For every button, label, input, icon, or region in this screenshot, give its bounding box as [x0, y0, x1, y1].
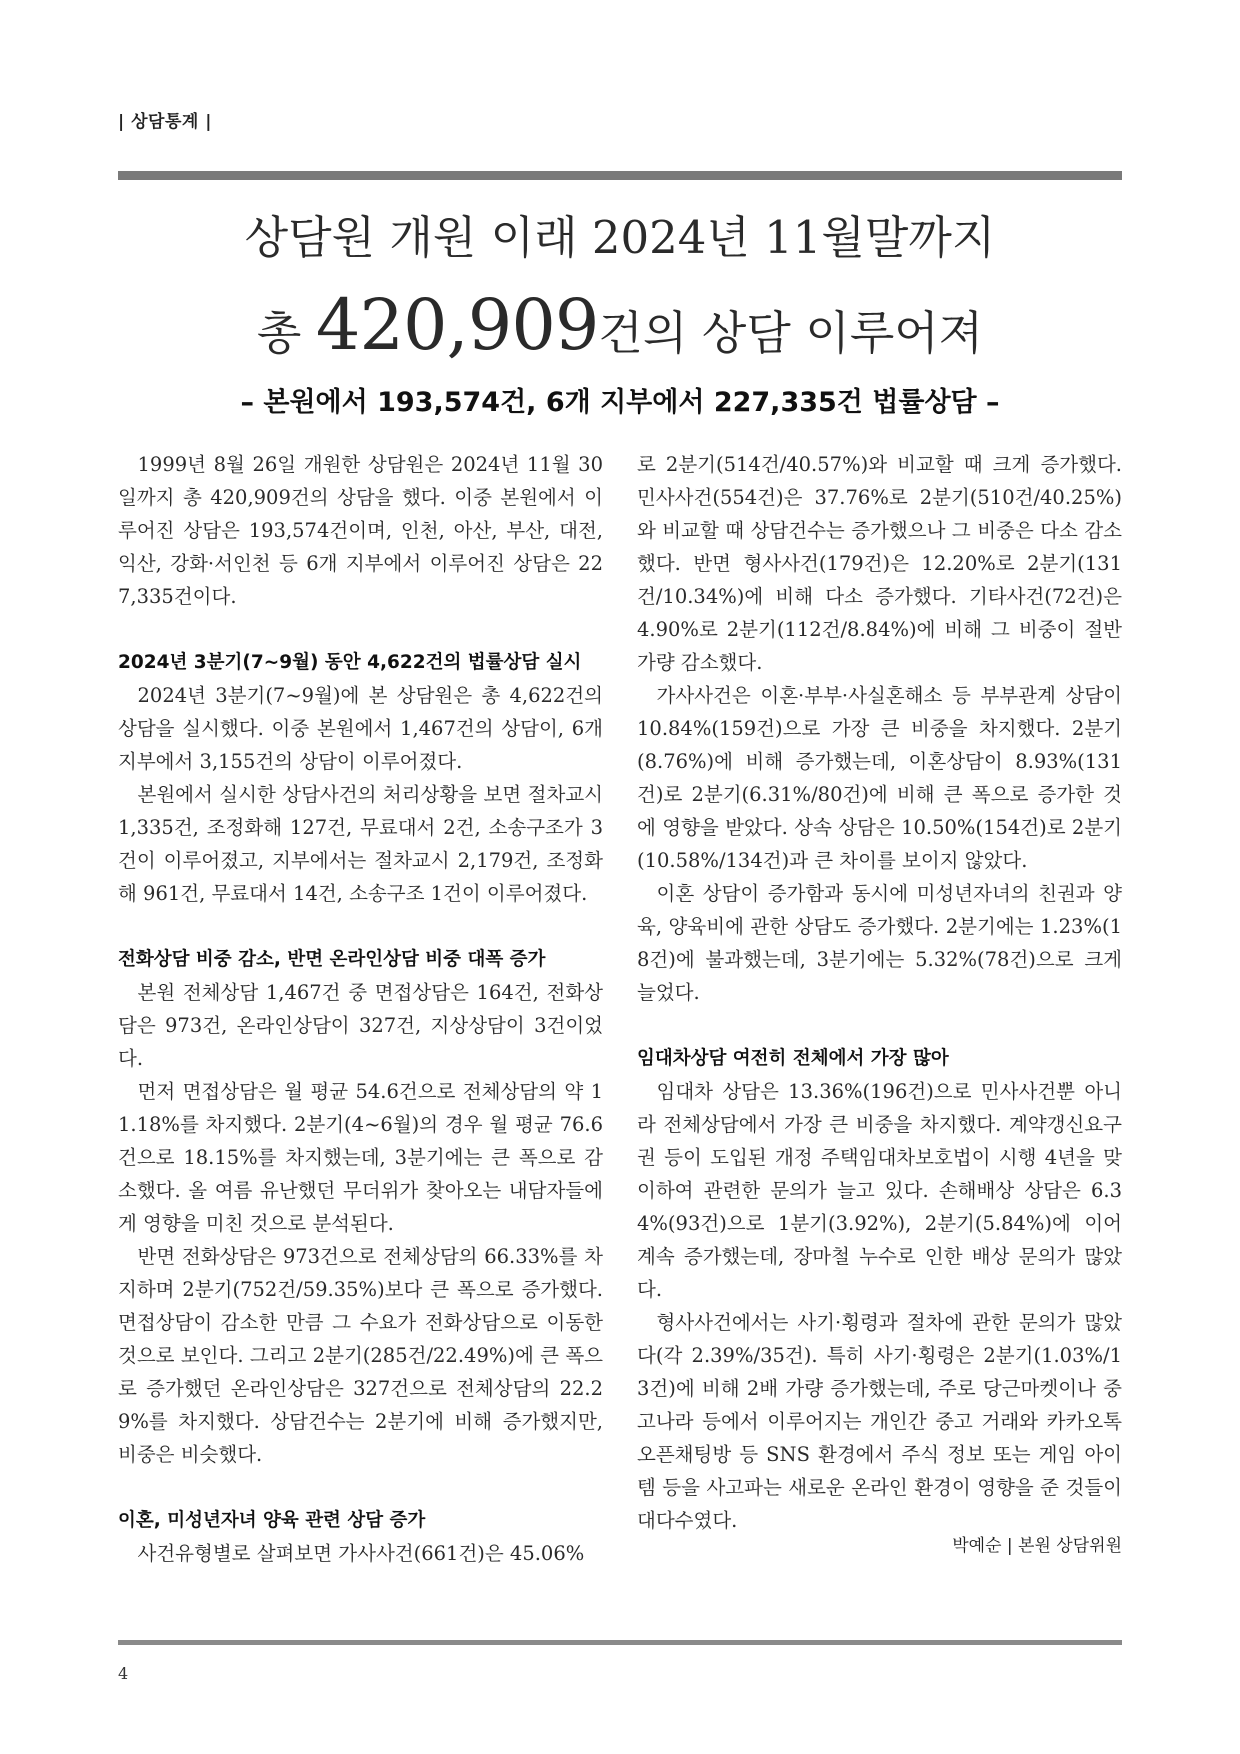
paragraph: 형사사건에서는 사기·횡령과 절차에 관한 문의가 많았다(각 2.39%/35건). 특히 사기·횡령은 2분기(1.03%/13건)에 비해 2배 가량 증가했는데, 주로 당근마켓이나 중고나라 등에서 이루어지는 개인간 중고 거래와 카카오톡 오픈채팅방 등 SNS 환경에서 주식 정보 또는 게임 아이템 등을 사고파는 새로운 온라인 환경이 영향을 준 것들이 대다수였다.: [637, 1311, 1122, 1532]
headline-suffix: 건의 상담 이루어져: [598, 306, 984, 360]
paragraph: 먼저 면접상담은 월 평균 54.6건으로 전체상담의 약 11.18%를 차지했다. 2분기(4~6월)의 경우 월 평균 76.6건으로 18.15%를 차지했는데, 3분기에는 큰 폭으로 감소했다. 올 여름 유난했던 무더위가 찾아오는 내담자들에게 영향을 미친 것으로 분석된다.: [118, 1080, 603, 1235]
subtitle: – 본원에서 193,574건, 6개 지부에서 227,335건 법률상담 –: [240, 387, 1000, 418]
paragraph: 본원에서 실시한 상담사건의 처리상황을 보면 절차교시 1,335건, 조정화해 127건, 무료대서 2건, 소송구조가 3건이 이루어졌고, 지부에서는 절차교시 2,179건, 조정화해 961건, 무료대서 14건, 소송구조 1건이 이루어졌다.: [118, 783, 603, 905]
paragraph: 2024년 3분기(7~9월)에 본 상담원은 총 4,622건의 상담을 실시했다. 이중 본원에서 1,467건의 상담이, 6개 지부에서 3,155건의 상담이 이루어졌다.: [118, 684, 603, 773]
paragraph: 가사사건은 이혼·부부·사실혼해소 등 부부관계 상담이 10.84%(159건)으로 가장 큰 비중을 차지했다. 2분기(8.76%)에 비해 증가했는데, 이혼상담이 8.93%(131건)로 2분기(6.31%/80건)에 비해 큰 폭으로 증가한 것에 영향을 받았다. 상속 상담은 10.50%(154건)로 2분기(10.58%/134건)과 큰 차이를 보이지 않았다.: [637, 684, 1122, 872]
paragraph: 본원 전체상담 1,467건 중 면접상담은 164건, 전화상담은 973건, 온라인상담이 327건, 지상상담이 3건이었다.: [118, 981, 603, 1070]
headline-prefix: 총: [256, 306, 316, 360]
article-column-right: [637, 448, 1122, 1537]
bottom-divider: [118, 1640, 1122, 1645]
section-tag: | 상담통계 |: [118, 112, 212, 132]
section-heading: 전화상담 비중 감소, 반면 온라인상담 비중 대폭 증가: [118, 949, 546, 970]
section-heading: 임대차상담 여전히 전체에서 가장 많아: [637, 1048, 949, 1069]
section-heading: 2024년 3분기(7~9월) 동안 4,622건의 법률상담 실시: [118, 652, 582, 673]
paragraph: 임대차 상담은 13.36%(196건)으로 민사사건뿐 아니라 전체상담에서 가장 큰 비중을 차지했다. 계약갱신요구권 등이 도입된 개정 주택임대차보호법이 시행 4년을 맞이하여 관련한 문의가 늘고 있다. 손해배상 상담은 6.34%(93건)으로 1분기(3.92%), 2분기(5.84%)에 이어 계속 증가했는데, 장마철 누수로 인한 배상 문의가 많았다.: [637, 1080, 1122, 1301]
paragraph: 사건유형별로 살펴보면 가사사건(661건)은 45.06%: [137, 1542, 585, 1565]
section-heading: 이혼, 미성년자녀 양육 관련 상담 증가: [118, 1510, 426, 1531]
paragraph: 반면 전화상담은 973건으로 전체상담의 66.33%를 차지하며 2분기(752건/59.35%)보다 큰 폭으로 증가했다. 면접상담이 감소한 만큼 그 수요가 전화상담으로 이동한 것으로 보인다. 그리고 2분기(285건/22.49%)에 큰 폭으로 증가했던 온라인상담은 327건으로 전체상담의 22.29%를 차지했다. 상담건수는 2분기에 비해 증가했지만, 비중은 비슷했다.: [118, 1245, 603, 1466]
headline-total-count: 420,909: [315, 284, 599, 366]
author-credit: 박예순 | 본원 상담위원: [952, 1536, 1122, 1556]
headline-line-2: [118, 280, 1122, 378]
paragraph: 로 2분기(514건/40.57%)와 비교할 때 크게 증가했다. 민사사건(554건)은 37.76%로 2분기(510건/40.25%)와 비교할 때 상담건수는 증가했으나 그 비중은 다소 감소했다. 반면 형사사건(179건)은 12.20%로 2분기(131건/10.34%)에 비해 다소 증가했다. 기타사건(72건)은 4.90%로 2분기(112건/8.84%)에 비해 그 비중이 절반가량 감소했다.: [637, 453, 1122, 674]
paragraph: 이혼 상담이 증가함과 동시에 미성년자녀의 친권과 양육, 양육비에 관한 상담도 증가했다. 2분기에는 1.23%(18건)에 불과했는데, 3분기에는 5.32%(78건)으로 크게 늘었다.: [637, 882, 1122, 1004]
headline-line-1: 상담원 개원 이래 2024년 11월말까지: [244, 211, 996, 264]
top-divider: [118, 171, 1122, 180]
page-number: 4: [118, 1664, 129, 1683]
paragraph: 1999년 8월 26일 개원한 상담원은 2024년 11월 30일까지 총 420,909건의 상담을 했다. 이중 본원에서 이루어진 상담은 193,574건이며, 인천, 아산, 부산, 대전, 익산, 강화·서인천 등 6개 지부에서 이루어진 상담은 227,335건이다.: [118, 453, 603, 608]
article-column-left: [118, 448, 603, 1570]
